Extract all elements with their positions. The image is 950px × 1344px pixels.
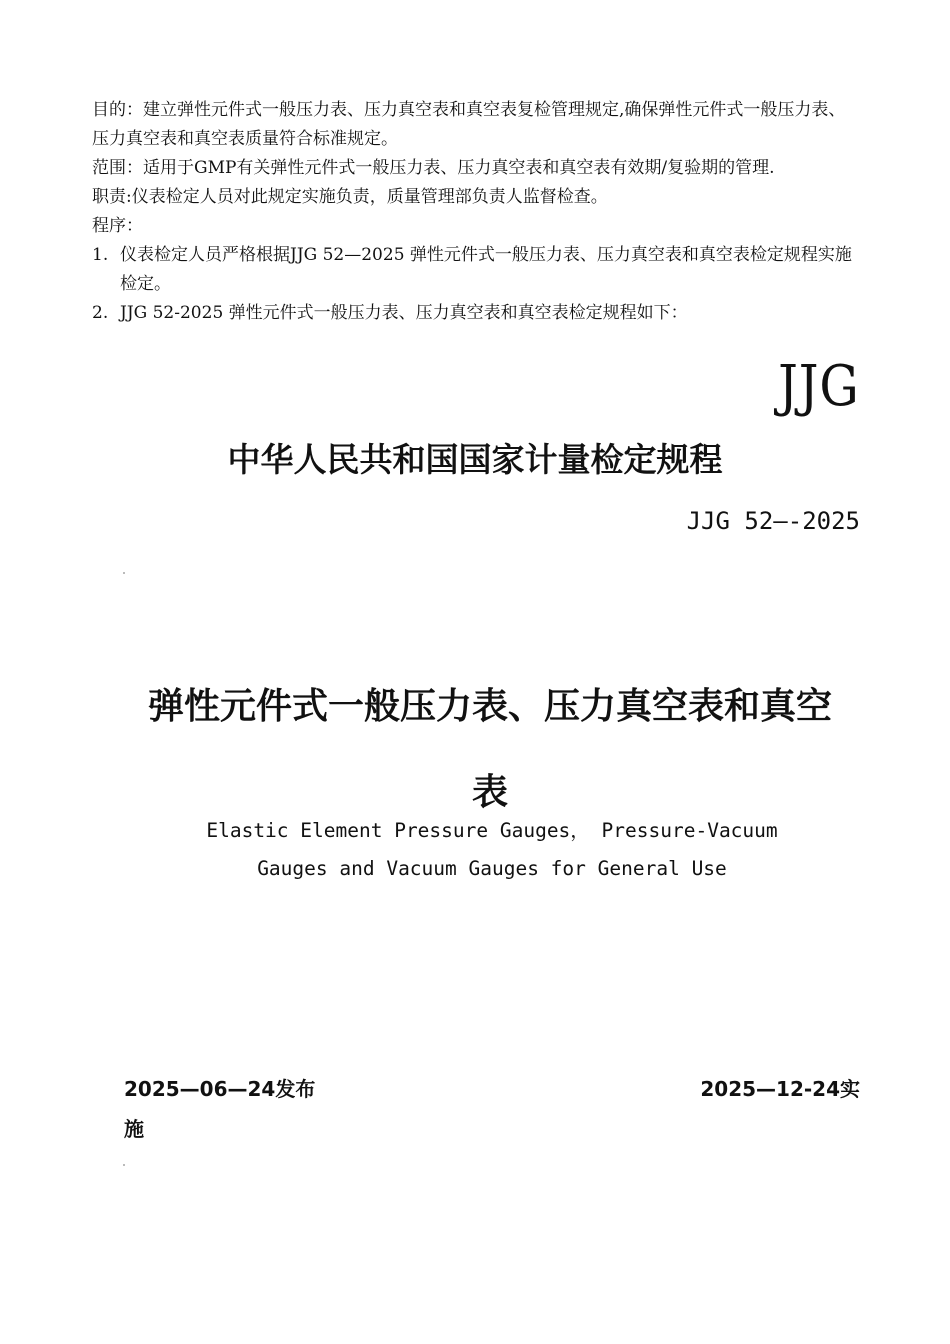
english-title — [0, 812, 950, 888]
purpose-paragraph: 目的：建立弹性元件式一般压力表、压力真空表和真空表复检管理规定,确保弹性元件式一般压力表、压力真空表和真空表质量符合标准规定。 — [92, 100, 846, 149]
paragraph-mark — [123, 572, 125, 574]
implementation-date: 2025—12-24实 — [700, 1077, 860, 1101]
jjg-code-mark: JJG — [778, 354, 860, 419]
step-number: 2. — [92, 303, 109, 323]
english-title-line: Elastic Element Pressure Gauges， Pressure-Vacuum — [206, 819, 778, 842]
sop-section — [92, 96, 862, 328]
implementation-date-tail: 施 — [124, 1117, 144, 1141]
main-title-line: 弹性元件式一般压力表、压力真空表和真空 — [147, 686, 832, 727]
procedure-step — [92, 241, 862, 299]
english-title-line: Gauges and Vacuum Gauges for General Use — [257, 857, 727, 880]
step-number: 1. — [92, 245, 109, 265]
responsibility-paragraph: 职责:仪表检定人员对此规定实施负责，质量管理部负责人监督检查。 — [92, 187, 608, 207]
scope-paragraph: 范围：适用于GMP有关弹性元件式一般压力表、压力真空表和真空表有效期/复验期的管理. — [92, 158, 775, 178]
paragraph-mark — [123, 1164, 125, 1166]
issue-date: 2025—06—24发布 — [124, 1077, 316, 1101]
standard-number: JJG 52—-2025 — [686, 507, 860, 535]
procedure-step — [92, 299, 862, 328]
step-text: 仪表检定人员严格根据JJG 52—2025 弹性元件式一般压力表、压力真空表和真空表检定规程实施检定。 — [120, 245, 852, 294]
step-text: JJG 52-2025 弹性元件式一般压力表、压力真空表和真空表检定规程如下： — [120, 303, 688, 323]
procedure-heading: 程序： — [92, 216, 143, 236]
regulation-main-title — [95, 664, 885, 836]
main-title-line: 表 — [471, 772, 508, 813]
national-regulation-title: 中华人民共和国国家计量检定规程 — [227, 440, 723, 479]
